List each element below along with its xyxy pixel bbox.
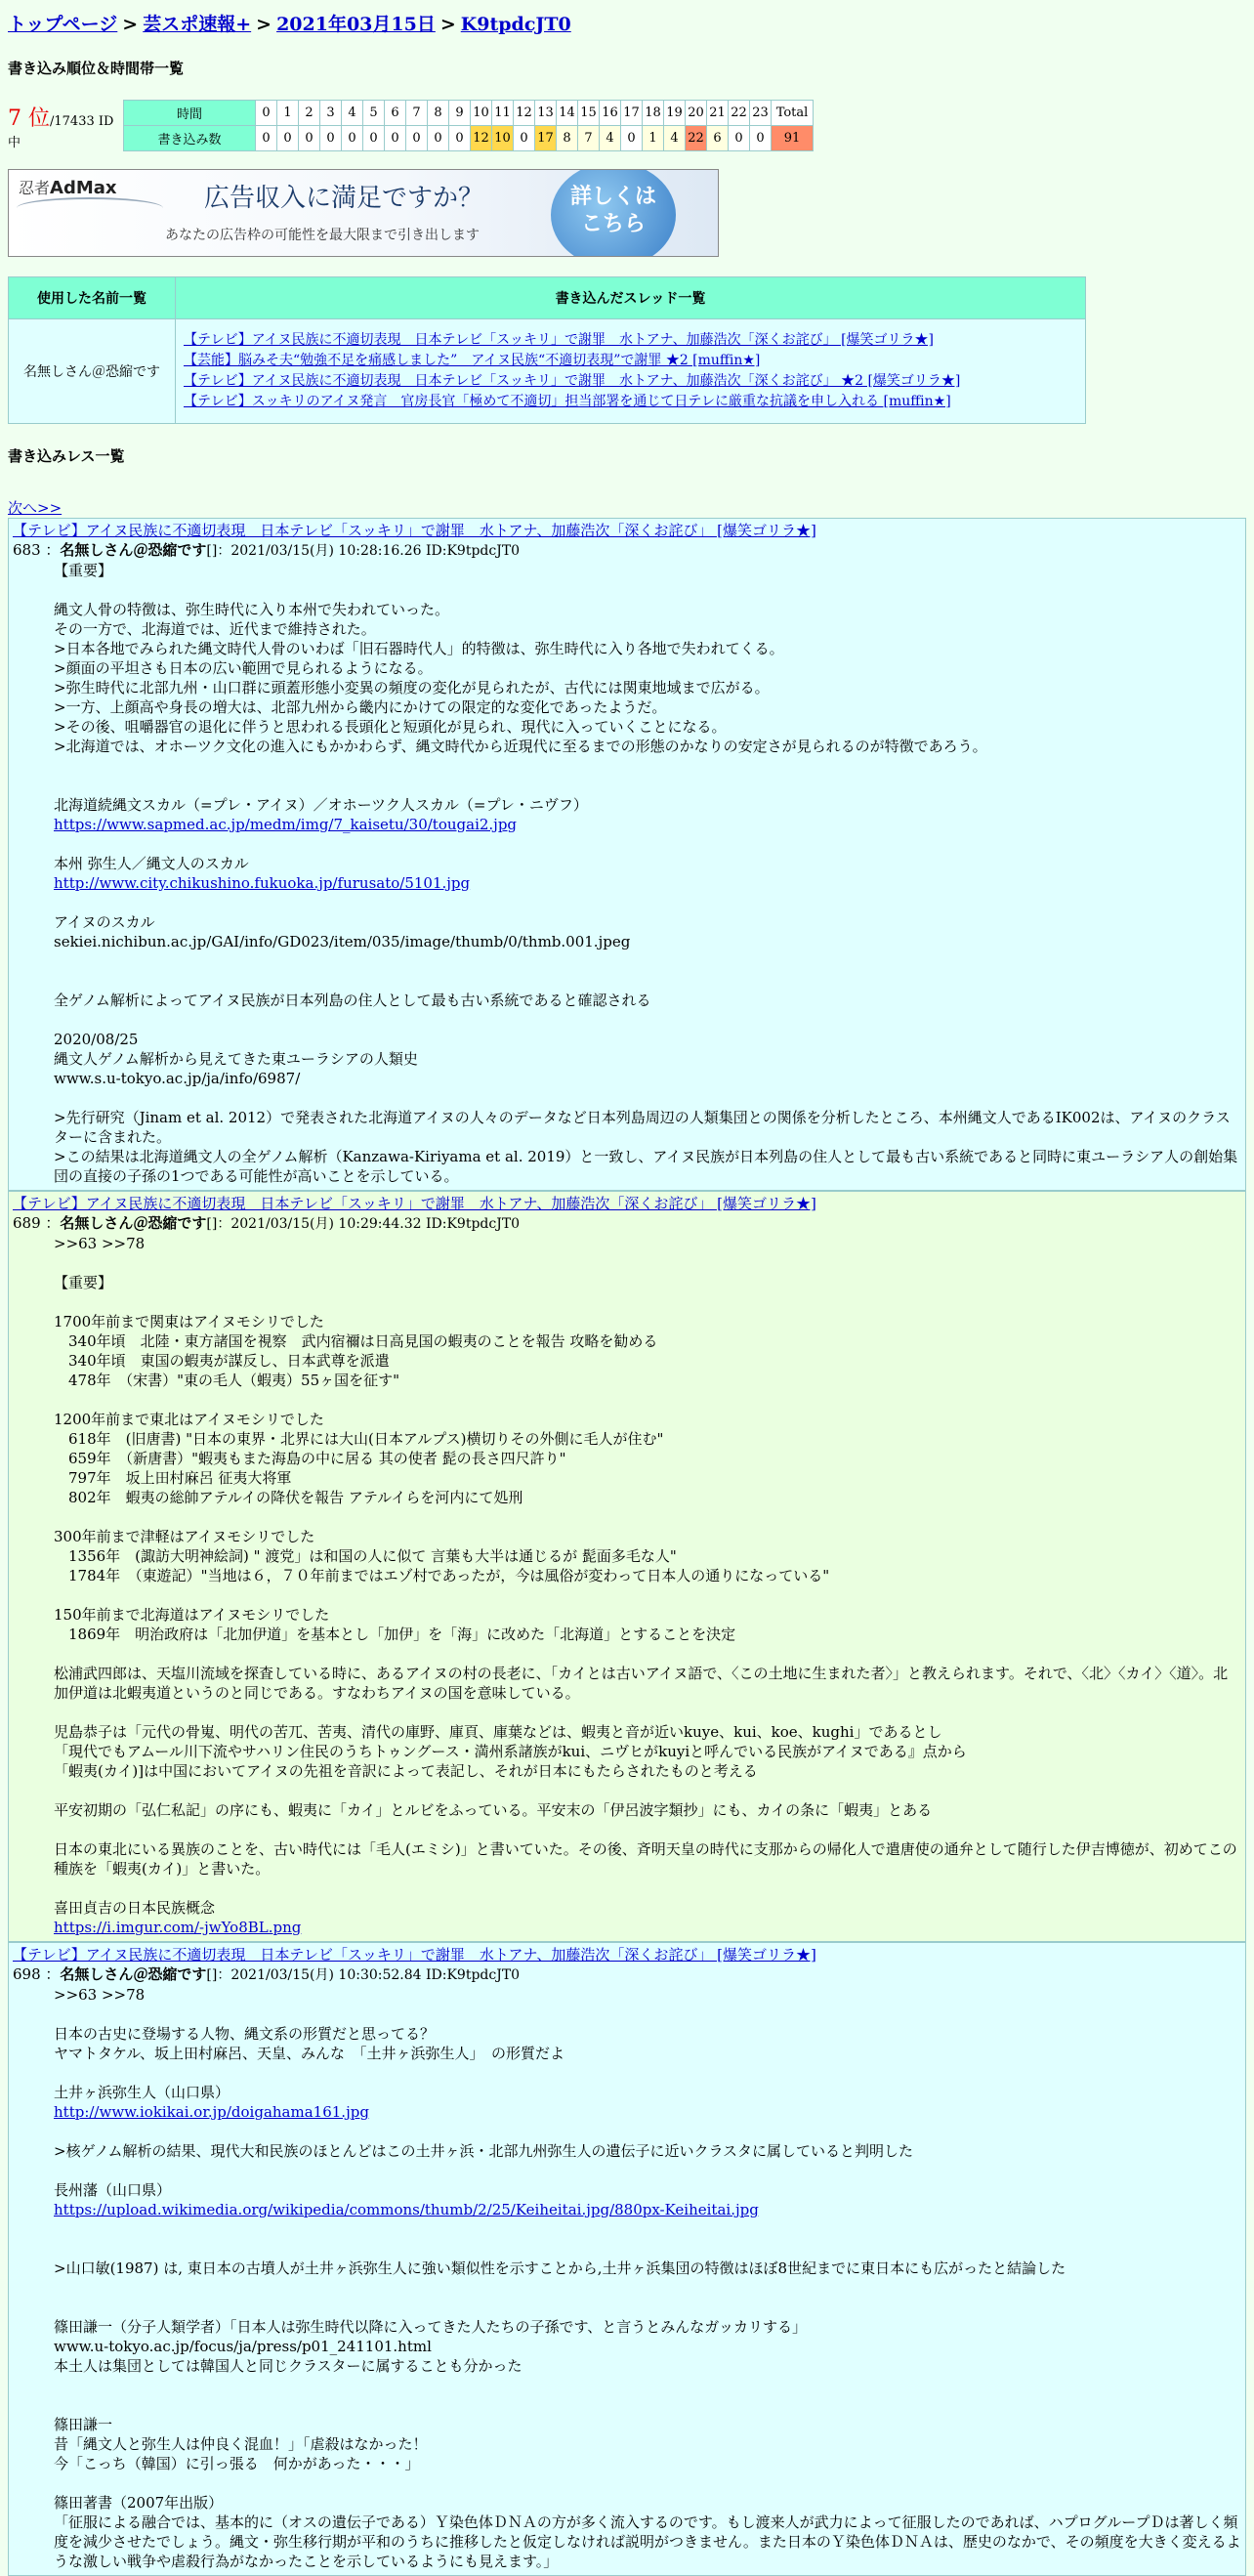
hour-header: 18 <box>643 101 664 126</box>
post-number[interactable]: 689 ： <box>13 1214 61 1232</box>
hour-header: 21 <box>707 101 729 126</box>
post-text: >>63 >>78 【重要】 1700年前まで関東はアイヌモシリでした 340年頃 北陸・東方諸国を視察 武内宿禰は日高見国の蝦夷のことを報告 攻略を勧める 340年頃 東国の蝦夷が謀反し、日本武尊を派遣 478年 （宋書）"東の毛人（蝦夷）55ヶ国を征す" 1200年前まで東北はアイヌモシリでした 618年 (旧唐書) "日本の東界・北界には大山(日本アルプス)横切りその外側に毛人が住む" 659年 （新唐書）"蝦夷もまた海島の中に居る 其の使者 髭の長さ四尺許り" 797年 坂上田村麻呂 征夷大将軍 802年 蝦夷の総帥アテルイの降伏を報告 アテルイらを河内にて処刑 300年前まで津軽はアイヌモシリでした 1356年 (諏訪大明神絵詞) " 渡党」は和国の人に似て 言葉も大半は通じるが 髭面多毛な人" 1784年 （東遊記）"当地は６，７０年前まではエゾ村であったが，今は風俗が変わって日本人の通りになっている" 150年前まで北海道はアイヌモシリでした 1869年 明治政府は「北加伊道」を基本とし「加伊」を「海」に改めた「北海道」とすることを決定 松浦武四郎は、天塩川流域を探査している時に、あるアイヌの村の長老に、「カイとは古いアイヌ語で、〈この土地に生まれた者〉」と教えられます。それで、〈北〉〈カイ〉〈道〉。北加伊道は北蝦夷道というのと同じである。すなわちアイヌの国を意味している。 児島恭子は「元代の骨嵬、明代の苦兀、苦夷、清代の庫野、庫頁、庫葉などは、蝦夷と音が近いkuye、kui、koe、kughi」であるとし 「現代でもアムール川下流やサハリン住民のうちトゥングース・満州系諸族がkui、ニヴヒがkuyiと呼んでいる民族がアイヌである』点から 「蝦夷(カイ)]は中国においてアイヌの先祖を音訳によって表記し、それが日本にもたらされたものと考える 平安初期の「弘仁私記」の序にも、蝦夷に「カイ」とルビをふっている。平安末の「伊呂波字類抄」にも、カイの条に「蝦夷」とある 日本の東北にいる異族のことを、古い時代には「毛人(エミシ)」と書いていた。その後、斉明天皇の時代に支那からの帰化人で遣唐使の通弁として随行した伊吉博徳が、初めてこの種族を「蝦夷(カイ)」と書いた。 喜田貞吉の日本民族概念 <box>54 1235 1237 1917</box>
ad-subtext: あなたの広告枠の可能性を最大限まで引き出します <box>165 228 480 243</box>
ad-cta-button[interactable] <box>551 169 676 257</box>
hour-count: 7 <box>578 126 600 151</box>
hour-header: 20 <box>686 101 707 126</box>
hour-header: 15 <box>578 101 600 126</box>
hour-header: 1 <box>277 101 299 126</box>
hour-count: 0 <box>406 126 428 151</box>
breadcrumb-top-link[interactable]: トップページ <box>8 14 118 35</box>
hour-count: 22 <box>686 126 707 151</box>
hour-header: 6 <box>385 101 406 126</box>
hour-header: 9 <box>449 101 471 126</box>
breadcrumb-separator: > <box>122 14 139 35</box>
hour-count: 0 <box>299 126 320 151</box>
post-author: 名無しさん＠恐縮です <box>60 1965 207 1983</box>
post-url-link[interactable]: https://www.sapmed.ac.jp/medm/img/7_kaisetu/30/tougai2.jpg <box>54 816 518 833</box>
hour-header: 10 <box>471 101 492 126</box>
hour-header: 2 <box>299 101 320 126</box>
row-label-time: 時間 <box>124 101 256 126</box>
hour-count: 0 <box>750 126 772 151</box>
post <box>8 518 1246 1191</box>
hour-header: 3 <box>320 101 342 126</box>
next-page-link[interactable]: 次へ>> <box>8 499 63 517</box>
hour-count: 12 <box>471 126 492 151</box>
threads-column-header: 書き込んだスレッド一覧 <box>176 277 1086 319</box>
thread-link[interactable]: 【テレビ】スッキリのアイヌ発言 官房長官「極めて不適切」担当部署を通じて日テレに厳重な抗議を申し入れる [muffin★] <box>184 394 951 409</box>
post-url-link[interactable]: https://upload.wikimedia.org/wikipedia/commons/thumb/2/25/Keiheitai.jpg/880px-Keiheitai.jpg <box>54 2201 759 2218</box>
hour-count: 0 <box>277 126 299 151</box>
thread-link[interactable]: 【テレビ】アイヌ民族に不適切表現 日本テレビ「スッキリ」で謝罪 水トアナ、加藤浩次「深くお詫び」 ★2 [爆笑ゴリラ★] <box>184 373 961 389</box>
post-meta: []：2021/03/15(月) 10:29:44.32 ID:K9tpdcJT0 <box>206 1216 521 1232</box>
hour-count: 0 <box>729 126 750 151</box>
ad-cta-label: 詳しくは こちら <box>569 185 656 236</box>
post-url-link[interactable]: https://i.imgur.com/-jwYo8BL.png <box>54 1919 302 1936</box>
post-text: アイヌのスカル sekiei.nichibun.ac.jp/GAI/info/GD023/item/035/image/thumb/0/thmb.001.jpeg 全ゲノム解析によってアイヌ民族が日本列島の住人として最も古い系統であると確認される 2020/08/25 縄文人ゲノム解析から見えてきた東ユーラシアの人類史 www.s.u-tokyo.ac.jp/ja/info/6987/ >先行研究（Jinam et al. 2012）で発表された北海道アイヌの人々のデータなど日本列島周辺の人類集団との関係を分析したところ、本州縄文人であるIK002は、アイヌのクラスターに含まれた。 >この結果は北海道縄文人の全ゲノム解析（Kanzawa-Kiriyama et al. 2019）と一致し、アイヌ民族が日本列島の住人として最も古い系統であると同時に東ユーラシア人の創始集団の直接の子孫の1つである可能性が高いことを示している。 <box>54 913 1238 1185</box>
hour-count: 17 <box>535 126 557 151</box>
hour-header: 17 <box>621 101 643 126</box>
hour-count: 0 <box>621 126 643 151</box>
post-header <box>13 1964 1241 1985</box>
breadcrumb-id-link[interactable]: K9tpdcJT0 <box>460 14 571 35</box>
hourly-rank-table <box>8 100 814 151</box>
hour-header: 8 <box>428 101 449 126</box>
hour-header: 19 <box>664 101 686 126</box>
thread-list <box>176 319 1086 424</box>
breadcrumb <box>8 10 1246 36</box>
post-body <box>54 1234 1241 1937</box>
hour-count: 0 <box>342 126 363 151</box>
hour-count: 8 <box>557 126 578 151</box>
ad-headline: 広告収入に満足ですか？ <box>204 184 484 213</box>
hour-count: 0 <box>256 126 277 151</box>
hour-header: 5 <box>363 101 385 126</box>
post-number[interactable]: 683 ： <box>13 541 61 559</box>
hour-header: 7 <box>406 101 428 126</box>
post-text: >核ゲノム解析の結果、現代大和民族のほとんどはこの土井ヶ浜・北部九州弥生人の遺伝子に近いクラスタに属していると判明した 長州藩（山口県） <box>54 2142 914 2199</box>
post-body <box>54 1985 1241 2571</box>
post-url-link[interactable]: http://www.iokikai.or.jp/doigahama161.jpg <box>54 2103 369 2121</box>
post-header <box>13 540 1241 561</box>
hour-header: 14 <box>557 101 578 126</box>
logo-swoosh <box>17 197 163 219</box>
post-thread-link[interactable]: 【テレビ】アイヌ民族に不適切表現 日本テレビ「スッキリ」で謝罪 水トアナ、加藤浩次「深くお詫び」 [爆笑ゴリラ★] <box>13 1195 816 1212</box>
post <box>8 1942 1246 2576</box>
breadcrumb-board-link[interactable]: 芸スポ速報+ <box>143 14 252 35</box>
post-author: 名無しさん＠恐縮です <box>60 1214 207 1232</box>
hour-count: 0 <box>320 126 342 151</box>
post <box>8 1191 1246 1942</box>
hour-header: 13 <box>535 101 557 126</box>
hour-count: 1 <box>643 126 664 151</box>
hour-count: 91 <box>772 126 814 151</box>
breadcrumb-separator: > <box>439 14 456 35</box>
post-author: 名無しさん＠恐縮です <box>60 541 207 559</box>
admax-logo: 忍者AdMax <box>19 178 117 198</box>
post-thread-link[interactable]: 【テレビ】アイヌ民族に不適切表現 日本テレビ「スッキリ」で謝罪 水トアナ、加藤浩次「深くお詫び」 [爆笑ゴリラ★] <box>13 1946 816 1964</box>
hour-header: 12 <box>514 101 535 126</box>
breadcrumb-separator: > <box>256 14 272 35</box>
admax-banner[interactable] <box>8 169 719 257</box>
post-text: >>63 >>78 日本の古史に登場する人物、縄文系の形質だと思ってる？ ヤマトタケル、坂上田村麻呂、天皇、みんな 「土井ヶ浜弥生人」 の形質だよ 土井ヶ浜弥生人（山口県） <box>54 1986 565 2101</box>
post-list <box>8 518 1246 2576</box>
rank-number: 7 位 <box>8 106 50 131</box>
hour-count: 0 <box>385 126 406 151</box>
rank-position <box>8 101 124 151</box>
names-column-header: 使用した名前一覧 <box>9 277 176 319</box>
rank-total: /17433 ID中 <box>8 113 114 150</box>
thread-link[interactable]: 【芸能】脳みそ夫“勉強不足を痛感しました” アイヌ民族“不適切表現”で謝罪 ★2 [muffin★] <box>184 353 761 368</box>
hour-header: Total <box>772 101 814 126</box>
hour-count: 4 <box>600 126 621 151</box>
row-label-count: 書き込み数 <box>124 126 256 151</box>
hour-header: 16 <box>600 101 621 126</box>
hour-header: 11 <box>492 101 514 126</box>
post-text: >山口敏(1987) は, 東日本の古墳人が土井ヶ浜弥生人に強い類似性を示すことから,土井ヶ浜集団の特徴はほぼ8世紀までに東日本にも広がったと結論した 篠田謙一（分子人類学者）「日本人は弥生時代以降に入ってきた人たちの子孫です、と言うとみんなガッカリする」 www.u-tokyo.ac.jp/focus/ja/press/p01_241101.html 本土人は集団としては韓国人と同じクラスターに属することも分かった 篠田謙一 昔「縄文人と弥生人は仲良く混血！」「虐殺はなかった！ 今「こっち（韓国）に引っ張る 何かがあった・・・」 篠田著書（2007年出版） 「征服による融合では、基本的に（オスの遺伝子である）Ｙ染色体ＤＮＡの方が多く流入するのです。もし渡来人が武力によって征服したのであれば、ハプログループＤは著しく頻度を減少させたでしょう。縄文・弥生移行期が平和のうちに推移したと仮定しなければ説明がつきません。また日本のＹ染色体ＤＮＡは、歴史のなかで、その頻度を大きく変えるような激しい戦争や虐殺行為がなかったことを示しているようにも見えます。」 <box>54 2259 1241 2570</box>
hour-header: 22 <box>729 101 750 126</box>
hour-count: 6 <box>707 126 729 151</box>
hourly-section-title: 書き込み順位＆時間帯一覧 <box>8 60 185 77</box>
post-url-link[interactable]: http://www.city.chikushino.fukuoka.jp/furusato/5101.jpg <box>54 874 471 892</box>
hour-count: 0 <box>428 126 449 151</box>
breadcrumb-date-link[interactable]: 2021年03月15日 <box>276 14 436 35</box>
post-meta: []：2021/03/15(月) 10:28:16.26 ID:K9tpdcJT0 <box>206 543 521 559</box>
hour-count: 0 <box>363 126 385 151</box>
post-text: 本州 弥生人／縄文人のスカル <box>54 855 249 872</box>
hour-count: 0 <box>449 126 471 151</box>
thread-link[interactable]: 【テレビ】アイヌ民族に不適切表現 日本テレビ「スッキリ」で謝罪 水トアナ、加藤浩次「深くお詫び」 [爆笑ゴリラ★] <box>184 332 935 348</box>
post-header <box>13 1213 1241 1234</box>
hour-header: 0 <box>256 101 277 126</box>
hour-header: 4 <box>342 101 363 126</box>
post-thread-link[interactable]: 【テレビ】アイヌ民族に不適切表現 日本テレビ「スッキリ」で謝罪 水トアナ、加藤浩次「深くお詫び」 [爆笑ゴリラ★] <box>13 522 816 539</box>
hour-count: 0 <box>514 126 535 151</box>
post-meta: []：2021/03/15(月) 10:30:52.84 ID:K9tpdcJT0 <box>206 1967 521 1983</box>
used-name: 名無しさん＠恐縮です <box>9 319 176 424</box>
names-thread-table <box>8 276 1086 424</box>
hour-count: 4 <box>664 126 686 151</box>
post-text: 【重要】 縄文人骨の特徴は、弥生時代に入り本州で失われていった。 その一方で、北海道では、近代まで維持された。 >日本各地でみられた縄文時代人骨のいわば「旧石器時代人」的特徴は、弥生時代に入り各地で失われてくる。 >顔面の平坦さも日本の広い範囲で見られるようになる。 >弥生時代に北部九州・山口群に頭蓋形態小変異の頻度の変化が見られたが、古代には関東地域まで広がる。 >一方、上顔高や身長の増大は、北部九州から畿内にかけての限定的な変化であったようだ。 >その後、咀嚼器官の退化に伴うと思われる長頭化と短頭化が見られ、現代に入っていくことになる。 >北海道では、オホーツク文化の進入にもかかわらず、縄文時代から近現代に至るまでの形態のかなりの安定さが見られるのが特徴であろう。 北海道続縄文スカル（=プレ・アイヌ）／オホーツク人スカル（=プレ・ニヴフ） <box>54 562 987 814</box>
posts-section-title: 書き込みレス一覧 <box>8 447 125 465</box>
hour-header: 23 <box>750 101 772 126</box>
post-body <box>54 561 1241 1186</box>
hour-count: 10 <box>492 126 514 151</box>
post-number[interactable]: 698 ： <box>13 1965 61 1983</box>
